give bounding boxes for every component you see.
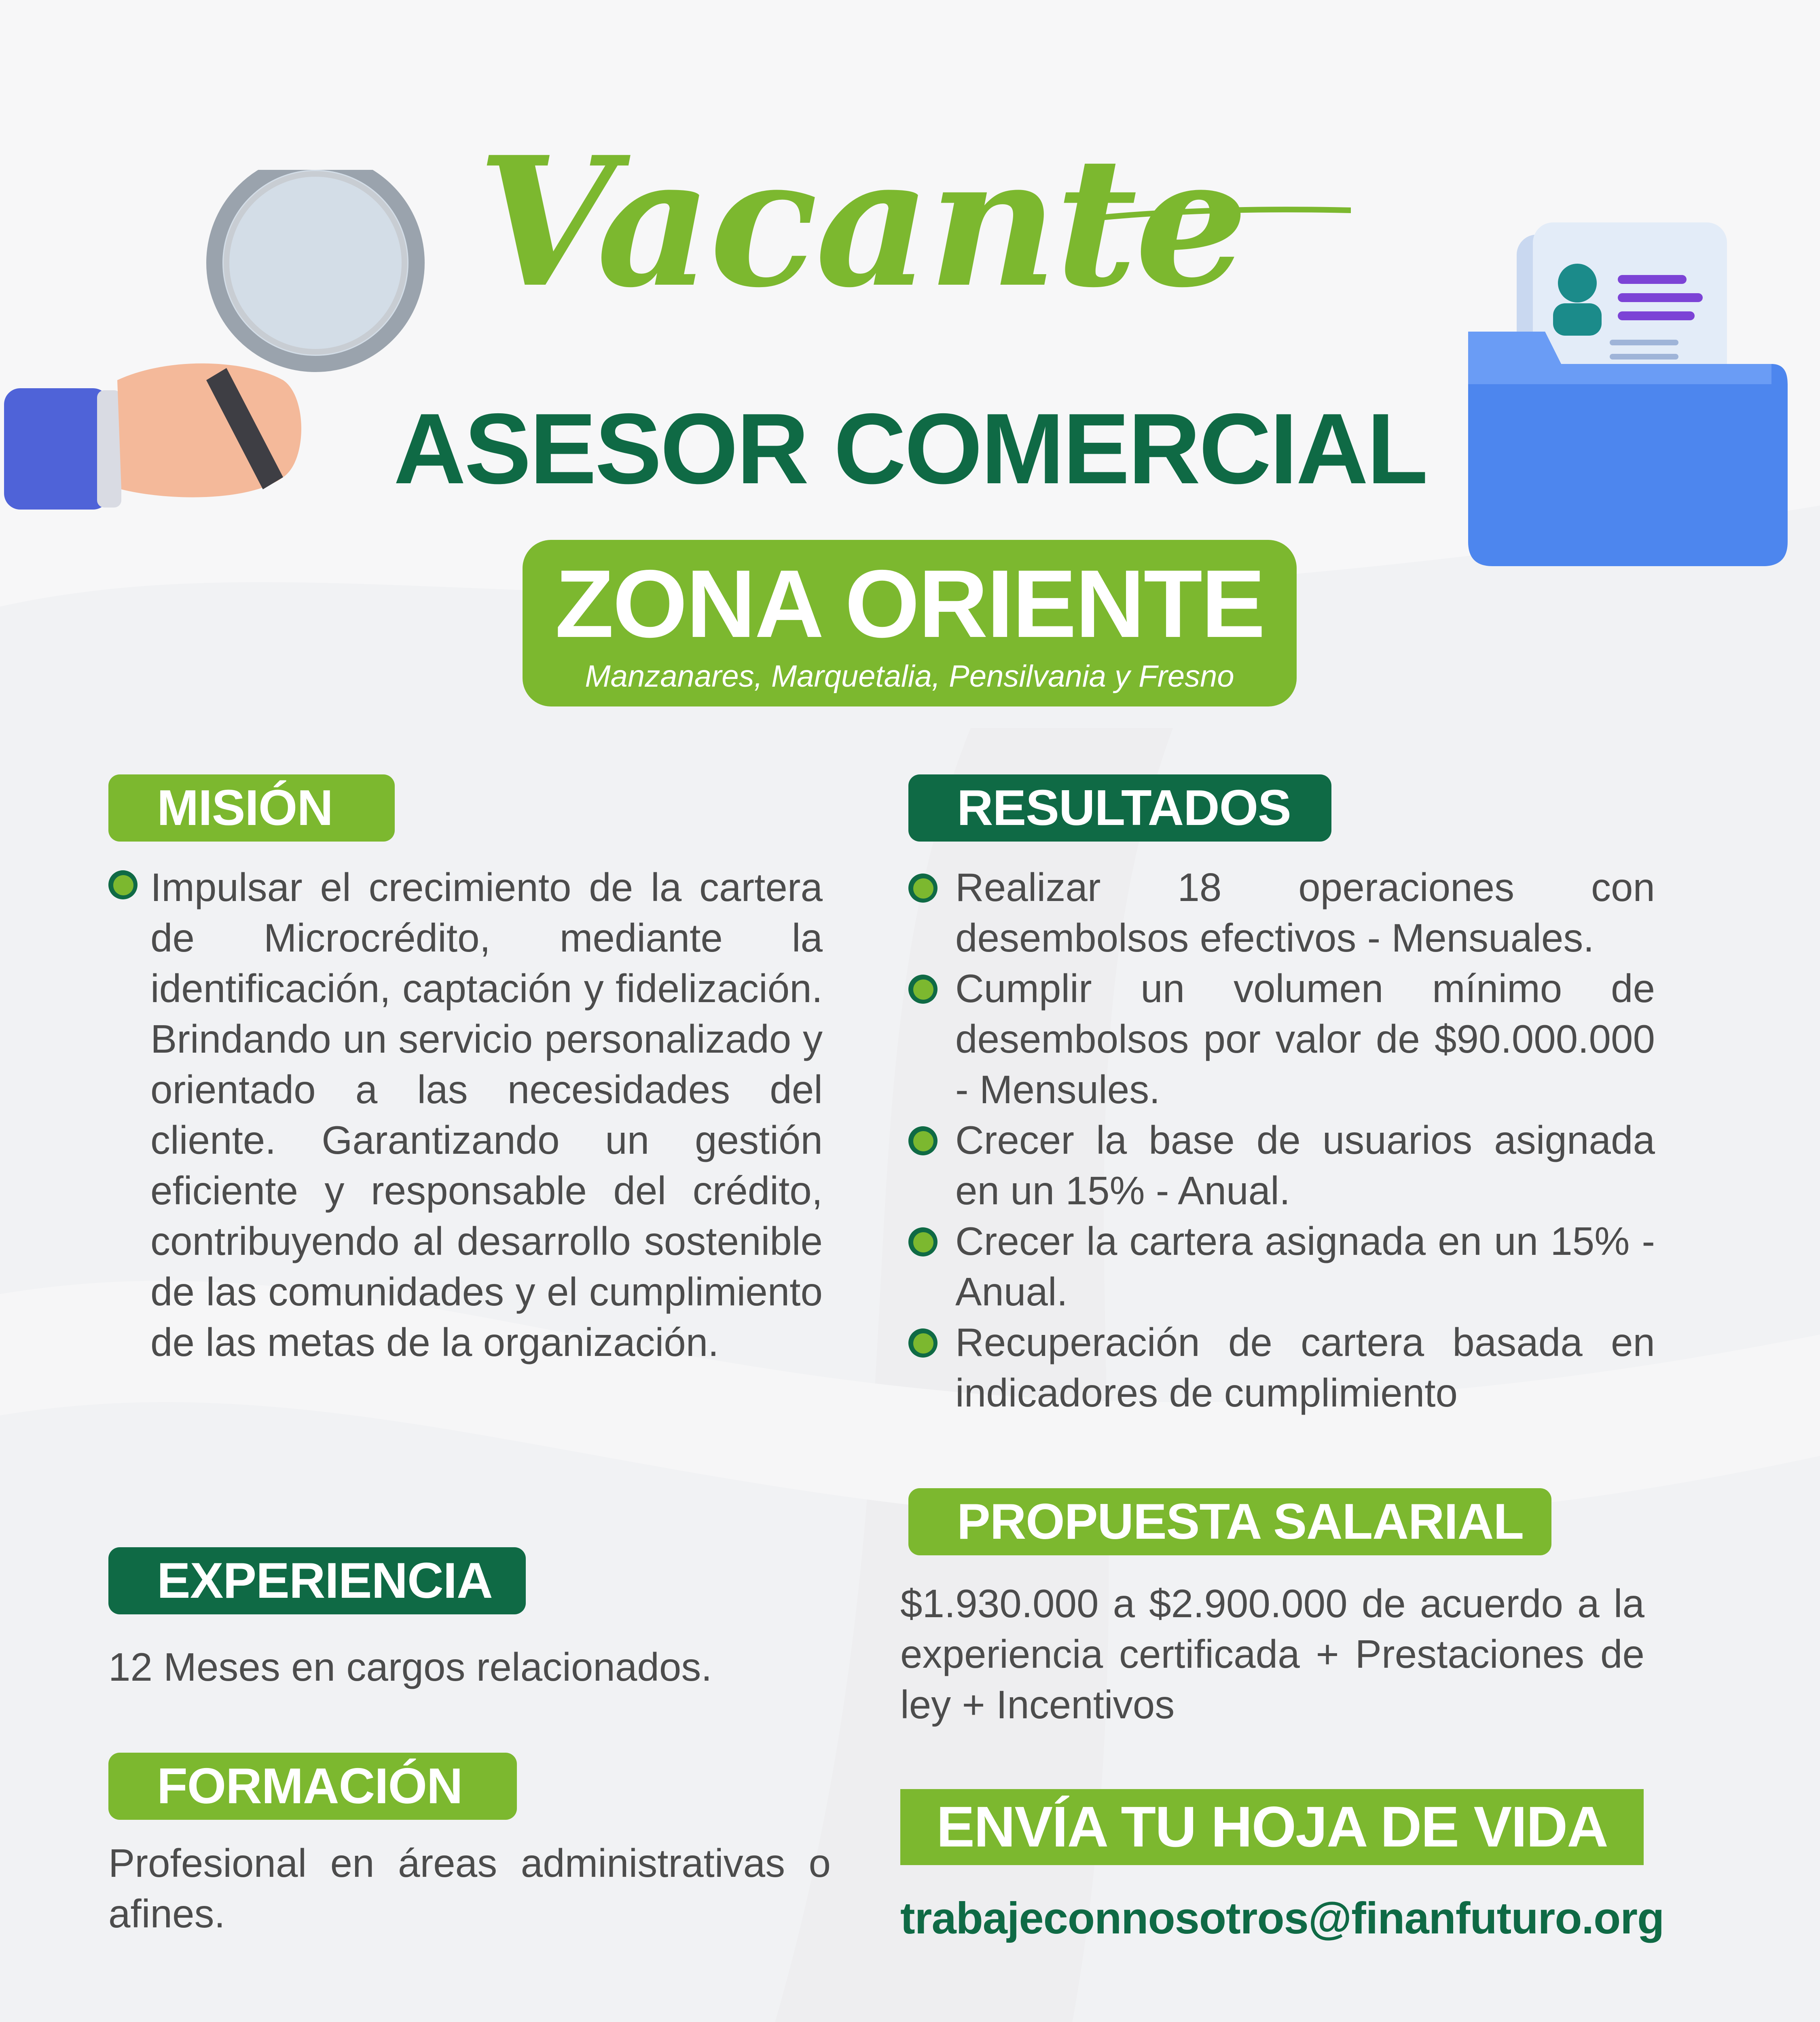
experiencia-text: 12 Meses en cargos relacionados.	[108, 1645, 712, 1689]
zone-badge	[523, 540, 1297, 706]
formacion-text: Profesional en áreas administrativas o afines.	[108, 1841, 831, 1936]
send-cv-banner: ENVÍA TU HOJA DE VIDA	[900, 1789, 1644, 1865]
resultados-label: RESULTADOS	[908, 774, 1331, 842]
mision-label: MISIÓN	[108, 774, 395, 842]
mision-text: Impulsar el crecimiento de la cartera de Microcrédito, mediante la identificación, captación y fidelización. Brindando un servicio personalizado y orientado a las necesidades del cliente. Garantizando un gestión eficiente y responsable del crédito, contribuyendo al desarrollo sostenible de las comunidades y el cumplimiento de las metas de la organización.	[150, 865, 823, 1364]
title-flourish	[1092, 202, 1351, 226]
list-item: Crecer la cartera asignada en un 15% - Anual.	[955, 1216, 1655, 1317]
experiencia-label: EXPERIENCIA	[108, 1547, 526, 1614]
propuesta-text: $1.930.000 a $2.900.000 de acuerdo a la experiencia certificada + Prestaciones de ley + Incentivos	[900, 1581, 1644, 1727]
list-bullet	[908, 975, 938, 1004]
list-item: Crecer la base de usuarios asignada en un 15% - Anual.	[955, 1115, 1655, 1216]
list-bullet	[908, 1227, 938, 1256]
list-item: Recuperación de cartera basada en indicadores de cumplimiento	[955, 1317, 1655, 1418]
list-item: Realizar 18 operaciones con desembolsos efectivos - Mensuales.	[955, 862, 1655, 963]
list-bullet	[908, 1328, 938, 1358]
email-link[interactable]: trabajeconnosotros@finanfuturo.org	[900, 1893, 1664, 1943]
list-bullet	[908, 1126, 938, 1155]
formacion-label: FORMACIÓN	[108, 1753, 517, 1820]
folder-document-icon	[1464, 210, 1796, 574]
page-title: ASESOR COMERCIAL	[394, 392, 1426, 505]
list-bullet	[908, 874, 938, 903]
propuesta-label: PROPUESTA SALARIAL	[908, 1488, 1551, 1555]
mision-bullet	[108, 870, 138, 899]
vacante-script-title: Vacante	[477, 118, 1246, 327]
resultados-list	[955, 862, 1655, 1418]
list-item: Cumplir un volumen mínimo de desembolsos por valor de $90.000.000 - Mensules.	[955, 963, 1655, 1115]
zone-title: ZONA ORIENTE	[555, 550, 1264, 658]
zone-subtitle: Manzanares, Marquetalia, Pensilvania y Fresno	[585, 659, 1234, 694]
